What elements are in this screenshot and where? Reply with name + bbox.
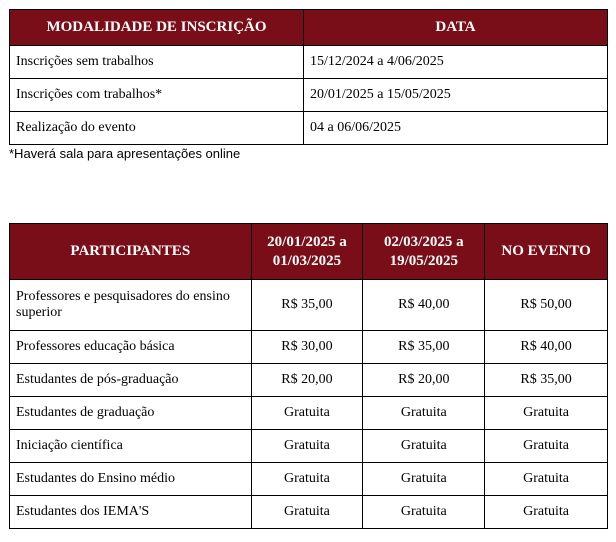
cell-fee: Gratuita xyxy=(485,496,608,529)
cell-fee: R$ 40,00 xyxy=(363,280,485,331)
cell-date: 20/01/2025 a 15/05/2025 xyxy=(304,79,608,112)
cell-date: 15/12/2024 a 4/06/2025 xyxy=(304,46,608,79)
cell-fee: Gratuita xyxy=(251,463,363,496)
cell-fee: R$ 35,00 xyxy=(251,280,363,331)
table-row xyxy=(10,397,608,430)
cell-participant: Estudantes do Ensino médio xyxy=(10,463,252,496)
table-row xyxy=(10,46,608,79)
cell-fee: Gratuita xyxy=(251,430,363,463)
table-row xyxy=(10,79,608,112)
cell-fee: Gratuita xyxy=(363,397,485,430)
cell-fee: Gratuita xyxy=(485,397,608,430)
cell-fee: R$ 50,00 xyxy=(485,280,608,331)
cell-fee: Gratuita xyxy=(363,496,485,529)
cell-participant: Estudantes de graduação xyxy=(10,397,252,430)
cell-date: 04 a 06/06/2025 xyxy=(304,112,608,145)
cell-fee: R$ 20,00 xyxy=(251,364,363,397)
cell-fee: Gratuita xyxy=(485,463,608,496)
header-modality: MODALIDADE DE INSCRIÇÃO xyxy=(10,10,304,46)
cell-participant: Professores educação básica xyxy=(10,331,252,364)
cell-fee: R$ 30,00 xyxy=(251,331,363,364)
table-row xyxy=(10,430,608,463)
registration-modality-table xyxy=(9,9,608,145)
online-note: *Haverá sala para apresentações online xyxy=(9,146,241,161)
cell-participant: Professores e pesquisadores do ensino superior xyxy=(10,280,252,331)
cell-fee: R$ 35,00 xyxy=(485,364,608,397)
cell-fee: R$ 35,00 xyxy=(363,331,485,364)
participants-fee-table xyxy=(9,223,608,529)
header-date: DATA xyxy=(304,10,608,46)
cell-fee: Gratuita xyxy=(251,397,363,430)
cell-fee: Gratuita xyxy=(485,430,608,463)
cell-fee: Gratuita xyxy=(251,496,363,529)
table-row xyxy=(10,331,608,364)
cell-modality: Inscrições sem trabalhos xyxy=(10,46,304,79)
table-header-row xyxy=(10,10,608,46)
header-participants: PARTICIPANTES xyxy=(10,224,252,280)
table-header-row xyxy=(10,224,608,280)
table-row xyxy=(10,364,608,397)
cell-modality: Realização do evento xyxy=(10,112,304,145)
cell-participant: Estudantes dos IEMA'S xyxy=(10,496,252,529)
cell-fee: R$ 20,00 xyxy=(363,364,485,397)
cell-fee: R$ 40,00 xyxy=(485,331,608,364)
table-row xyxy=(10,463,608,496)
cell-fee: Gratuita xyxy=(363,430,485,463)
cell-fee: Gratuita xyxy=(363,463,485,496)
cell-participant: Estudantes de pós-graduação xyxy=(10,364,252,397)
cell-participant: Iniciação científica xyxy=(10,430,252,463)
table-row xyxy=(10,280,608,331)
cell-modality: Inscrições com trabalhos* xyxy=(10,79,304,112)
header-period-2: 02/03/2025 a 19/05/2025 xyxy=(363,224,485,280)
table-row xyxy=(10,112,608,145)
header-at-event: NO EVENTO xyxy=(485,224,608,280)
header-period-1: 20/01/2025 a 01/03/2025 xyxy=(251,224,363,280)
table-row xyxy=(10,496,608,529)
